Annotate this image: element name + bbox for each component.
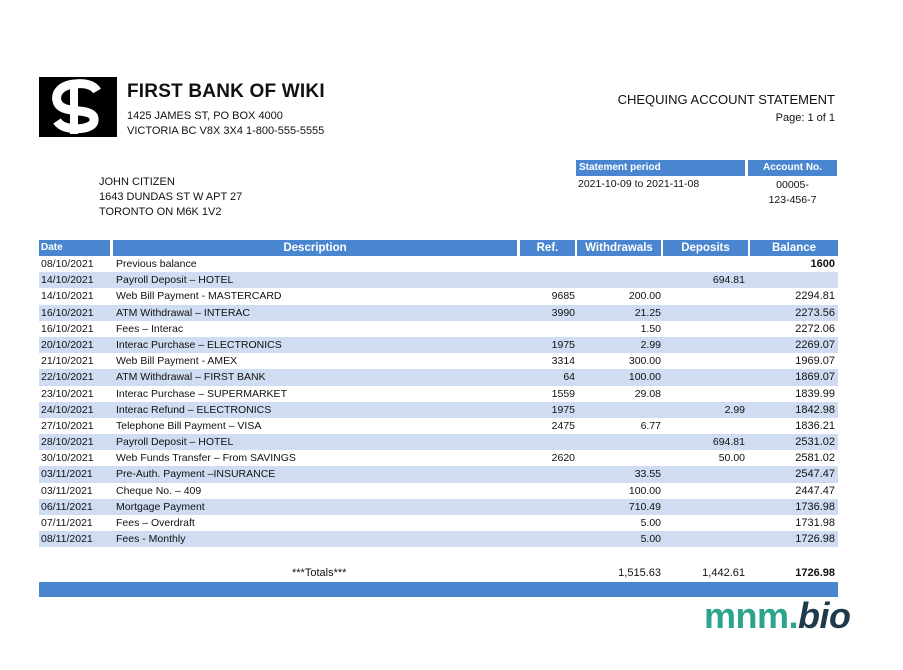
cell-date: 06/11/2021 [41, 500, 93, 513]
cell-description: ATM Withdrawal – INTERAC [116, 306, 250, 319]
column-header-date: Date [39, 240, 110, 256]
cell-description: Web Bill Payment - MASTERCARD [116, 290, 282, 303]
statement-period-value: 2021-10-09 to 2021-11-08 [578, 178, 700, 190]
cell-description: Web Funds Transfer – From SAVINGS [116, 452, 296, 465]
table-row [39, 483, 838, 499]
cell-deposits: 2.99 [724, 403, 745, 416]
account-number-value [748, 178, 837, 208]
column-header-ref: Ref. [520, 240, 575, 256]
cell-withdrawals: 5.00 [640, 517, 661, 529]
cell-withdrawals: 200.00 [628, 290, 661, 303]
cell-description: ATM Withdrawal – FIRST BANK [116, 371, 266, 384]
column-header-balance: Balance [750, 240, 838, 256]
cell-description: Payroll Deposit – HOTEL [116, 274, 234, 287]
cell-balance: 2273.56 [795, 306, 835, 319]
table-row [39, 434, 838, 450]
cell-ref: 2620 [551, 452, 575, 465]
cell-withdrawals: 300.00 [628, 355, 661, 368]
cell-date: 16/10/2021 [41, 306, 94, 319]
bank-address-line1: 1425 JAMES ST, PO BOX 4000 [127, 110, 283, 122]
table-row [39, 499, 838, 515]
page-indicator: Page: 1 of 1 [775, 112, 835, 124]
table-row [39, 466, 838, 482]
cell-ref: 9685 [551, 290, 575, 303]
cell-withdrawals: 1.50 [640, 322, 661, 335]
customer-name: JOHN CITIZEN [99, 176, 175, 188]
cell-ref: 3990 [551, 306, 575, 319]
table-row [39, 353, 838, 369]
cell-description: Cheque No. – 409 [116, 484, 202, 497]
statement-title: CHEQUING ACCOUNT STATEMENT [617, 92, 835, 107]
cell-ref: 1975 [551, 403, 575, 416]
cell-ref: 1559 [551, 387, 575, 400]
cell-date: 28/10/2021 [41, 436, 94, 449]
cell-date: 23/10/2021 [41, 387, 94, 400]
cell-withdrawals: 2.99 [640, 338, 661, 351]
table-row [39, 369, 838, 385]
cell-date: 16/10/2021 [41, 322, 94, 335]
cell-description: Web Bill Payment - AMEX [116, 355, 238, 368]
cell-balance: 2269.07 [795, 338, 835, 351]
bank-address-line2: VICTORIA BC V8X 3X4 1-800-555-5555 [127, 125, 325, 137]
cell-description: Previous balance [116, 258, 197, 270]
table-row [39, 386, 838, 402]
account-number-header: Account No. [748, 160, 837, 176]
cell-date: 07/11/2021 [41, 517, 93, 529]
cell-withdrawals: 710.49 [628, 500, 661, 513]
table-header [39, 240, 838, 256]
column-header-withdrawals: Withdrawals [577, 240, 661, 256]
cell-date: 08/10/2021 [41, 258, 94, 270]
cell-date: 24/10/2021 [41, 403, 94, 416]
transactions-table [39, 240, 838, 547]
cell-ref: 64 [563, 371, 575, 384]
cell-date: 21/10/2021 [41, 355, 94, 368]
cell-balance: 2531.02 [795, 436, 835, 449]
table-row [39, 515, 838, 531]
cell-balance: 2272.06 [795, 322, 835, 335]
cell-withdrawals: 21.25 [634, 306, 661, 319]
table-row [39, 321, 838, 337]
account-number-line1: 00005- [776, 179, 809, 191]
cell-withdrawals: 33.55 [634, 468, 661, 481]
totals-balance: 1726.98 [795, 567, 835, 579]
bank-logo [39, 77, 117, 137]
cell-balance: 1726.98 [795, 533, 835, 546]
customer-address-block [99, 175, 242, 220]
cell-balance: 1731.98 [795, 517, 835, 529]
cell-description: Telephone Bill Payment – VISA [116, 419, 262, 432]
cell-date: 14/10/2021 [41, 274, 94, 287]
customer-address-line2: TORONTO ON M6K 1V2 [99, 206, 222, 218]
watermark-logo [704, 595, 851, 637]
table-row [39, 305, 838, 321]
cell-balance: 2447.47 [795, 484, 835, 497]
customer-address-line1: 1643 DUNDAS ST W APT 27 [99, 191, 243, 203]
watermark-text: mnm. [704, 595, 799, 636]
cell-withdrawals: 6.77 [640, 419, 661, 432]
watermark-suffix: bio [798, 595, 851, 636]
table-row [39, 450, 838, 466]
bank-name: FIRST BANK OF WIKI [127, 81, 325, 102]
cell-withdrawals: 29.08 [634, 387, 661, 400]
cell-description: Fees - Monthly [116, 533, 186, 546]
cell-balance: 2547.47 [795, 468, 835, 481]
cell-date: 20/10/2021 [41, 338, 94, 351]
table-row [39, 402, 838, 418]
cell-date: 03/11/2021 [41, 484, 93, 497]
cell-date: 30/10/2021 [41, 452, 94, 465]
column-header-description: Description [113, 240, 517, 256]
cell-ref: 1975 [551, 338, 575, 351]
bank-address [127, 109, 324, 139]
cell-balance: 1836.21 [795, 419, 835, 432]
cell-description: Payroll Deposit – HOTEL [116, 436, 234, 449]
cell-description: Interac Refund – ELECTRONICS [116, 403, 272, 416]
cell-date: 22/10/2021 [41, 371, 94, 384]
cell-date: 27/10/2021 [41, 419, 94, 432]
statement-period-header: Statement period [576, 160, 745, 176]
totals-deposits: 1,442.61 [702, 567, 745, 579]
table-row [39, 531, 838, 547]
cell-balance: 1842.98 [795, 403, 835, 416]
totals-row [39, 565, 838, 581]
column-header-deposits: Deposits [663, 240, 748, 256]
cell-ref: 3314 [551, 355, 575, 368]
cell-deposits: 694.81 [712, 274, 745, 287]
cell-balance: 1869.07 [795, 371, 835, 384]
totals-label: ***Totals*** [292, 567, 347, 579]
cell-withdrawals: 100.00 [628, 371, 661, 384]
table-row [39, 288, 838, 304]
cell-description: Interac Purchase – ELECTRONICS [116, 338, 282, 351]
dollar-sign-icon [39, 77, 117, 137]
cell-balance: 1600 [810, 258, 835, 270]
cell-description: Fees – Interac [116, 322, 184, 335]
cell-description: Pre-Auth. Payment –INSURANCE [116, 468, 276, 481]
table-row [39, 337, 838, 353]
cell-deposits: 694.81 [712, 436, 745, 449]
cell-withdrawals: 5.00 [640, 533, 661, 546]
table-row [39, 272, 838, 288]
cell-balance: 1736.98 [795, 500, 835, 513]
cell-date: 08/11/2021 [41, 533, 93, 546]
cell-date: 03/11/2021 [41, 468, 93, 481]
account-number-line2: 123-456-7 [768, 194, 817, 206]
cell-description: Interac Purchase – SUPERMARKET [116, 387, 287, 400]
table-row [39, 418, 838, 434]
cell-withdrawals: 100.00 [628, 484, 661, 497]
cell-ref: 2475 [551, 419, 575, 432]
cell-description: Fees – Overdraft [116, 517, 195, 529]
cell-date: 14/10/2021 [41, 290, 94, 303]
cell-deposits: 50.00 [718, 452, 745, 465]
cell-description: Mortgage Payment [116, 500, 205, 513]
cell-balance: 2581.02 [795, 452, 835, 465]
cell-balance: 1969.07 [795, 355, 835, 368]
cell-balance: 1839.99 [795, 387, 835, 400]
cell-balance: 2294.81 [795, 290, 835, 303]
table-row [39, 256, 838, 272]
totals-withdrawals: 1,515.63 [618, 567, 661, 579]
table-body [39, 256, 838, 547]
